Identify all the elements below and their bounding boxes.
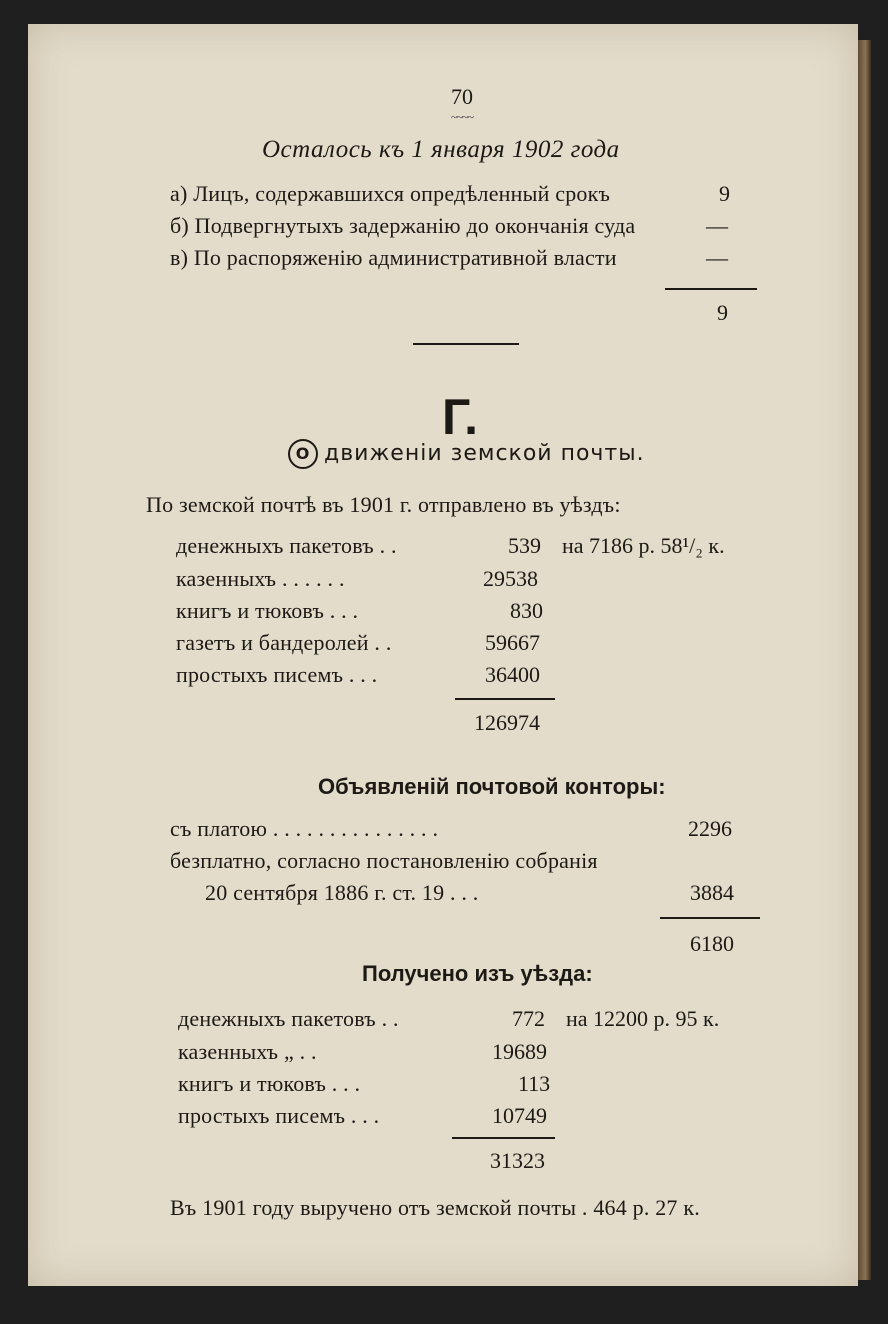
page-number: 70 bbox=[451, 84, 473, 109]
sent-total: 126974 bbox=[474, 710, 540, 735]
ads-free-label: безплатно, согласно постановленію собранія bbox=[170, 848, 598, 873]
sent-intro: По земской почтѣ въ 1901 г. отправлено въ уѣздъ: bbox=[146, 492, 621, 517]
ornamental-initial-icon: О bbox=[288, 439, 318, 469]
received-heading: Получено изъ уѣзда: bbox=[362, 961, 593, 986]
section-letter: Г. bbox=[442, 389, 478, 445]
remaining-row-label: б) Подвергнутыхъ задержанію до окончанія суда bbox=[170, 213, 636, 238]
ads-free-label-cont: 20 сентября 1886 г. ст. 19 . . . bbox=[205, 880, 479, 905]
sent-row-label: газетъ и бандеролей . . bbox=[176, 630, 392, 655]
remaining-title: Осталось къ 1 января 1902 года bbox=[262, 136, 620, 163]
received-row-value: 10749 bbox=[492, 1103, 547, 1128]
received-row-value: 772 bbox=[512, 1006, 545, 1031]
received-row-label: простыхъ писемъ . . . bbox=[178, 1103, 380, 1128]
received-row-extra: на 12200 р. 95 к. bbox=[566, 1006, 720, 1031]
sent-row-value: 539 bbox=[508, 533, 541, 558]
book-spine bbox=[857, 40, 871, 1280]
remaining-row-value: — bbox=[706, 245, 728, 270]
received-row-label: казенныхъ „ . . bbox=[178, 1039, 317, 1064]
sum-rule bbox=[660, 917, 760, 919]
sum-rule bbox=[452, 1137, 555, 1139]
sent-row-label: казенныхъ . . . . . . bbox=[176, 566, 345, 591]
section-title bbox=[288, 439, 645, 469]
sent-row-value: 36400 bbox=[485, 662, 540, 687]
ads-free-value: 3884 bbox=[690, 880, 734, 905]
remaining-row-value: — bbox=[706, 213, 728, 238]
sent-row-label: книгъ и тюковъ . . . bbox=[176, 598, 359, 623]
remaining-row-value: 9 bbox=[719, 181, 730, 206]
sent-row-extra: на 7186 р. 58¹/₂ к. bbox=[562, 533, 725, 558]
sum-rule bbox=[665, 288, 757, 290]
ads-paid-value: 2296 bbox=[688, 816, 732, 841]
received-row-value: 19689 bbox=[492, 1039, 547, 1064]
sent-row-value: 59667 bbox=[485, 630, 540, 655]
received-row-value: 113 bbox=[518, 1071, 551, 1096]
received-row-label: книгъ и тюковъ . . . bbox=[178, 1071, 361, 1096]
section-divider bbox=[413, 343, 519, 345]
received-row-label: денежныхъ пакетовъ . . bbox=[178, 1006, 399, 1031]
ads-total: 6180 bbox=[690, 931, 734, 956]
ads-heading: Объявленій почтовой конторы: bbox=[318, 774, 666, 799]
revenue-line: Въ 1901 году выручено отъ земской почты . 464 р. 27 к. bbox=[170, 1195, 700, 1220]
sent-row-label: простыхъ писемъ . . . bbox=[176, 662, 378, 687]
received-total: 31323 bbox=[490, 1148, 545, 1173]
sent-row-value: 830 bbox=[510, 598, 543, 623]
remaining-total: 9 bbox=[717, 300, 728, 325]
section-title-text: движеніи земской почты. bbox=[324, 441, 645, 466]
sent-row-label: денежныхъ пакетовъ . . bbox=[176, 533, 397, 558]
ads-paid-label: съ платою . . . . . . . . . . . . . . . bbox=[170, 816, 439, 841]
sum-rule bbox=[455, 698, 555, 700]
sent-row-value: 29538 bbox=[483, 566, 538, 591]
ornament: ~~~~ bbox=[451, 110, 473, 124]
remaining-row-label: в) По распоряженію административной власти bbox=[170, 245, 617, 270]
remaining-row-label: а) Лицъ, содержавшихся опредѣленный срокъ bbox=[170, 181, 611, 206]
